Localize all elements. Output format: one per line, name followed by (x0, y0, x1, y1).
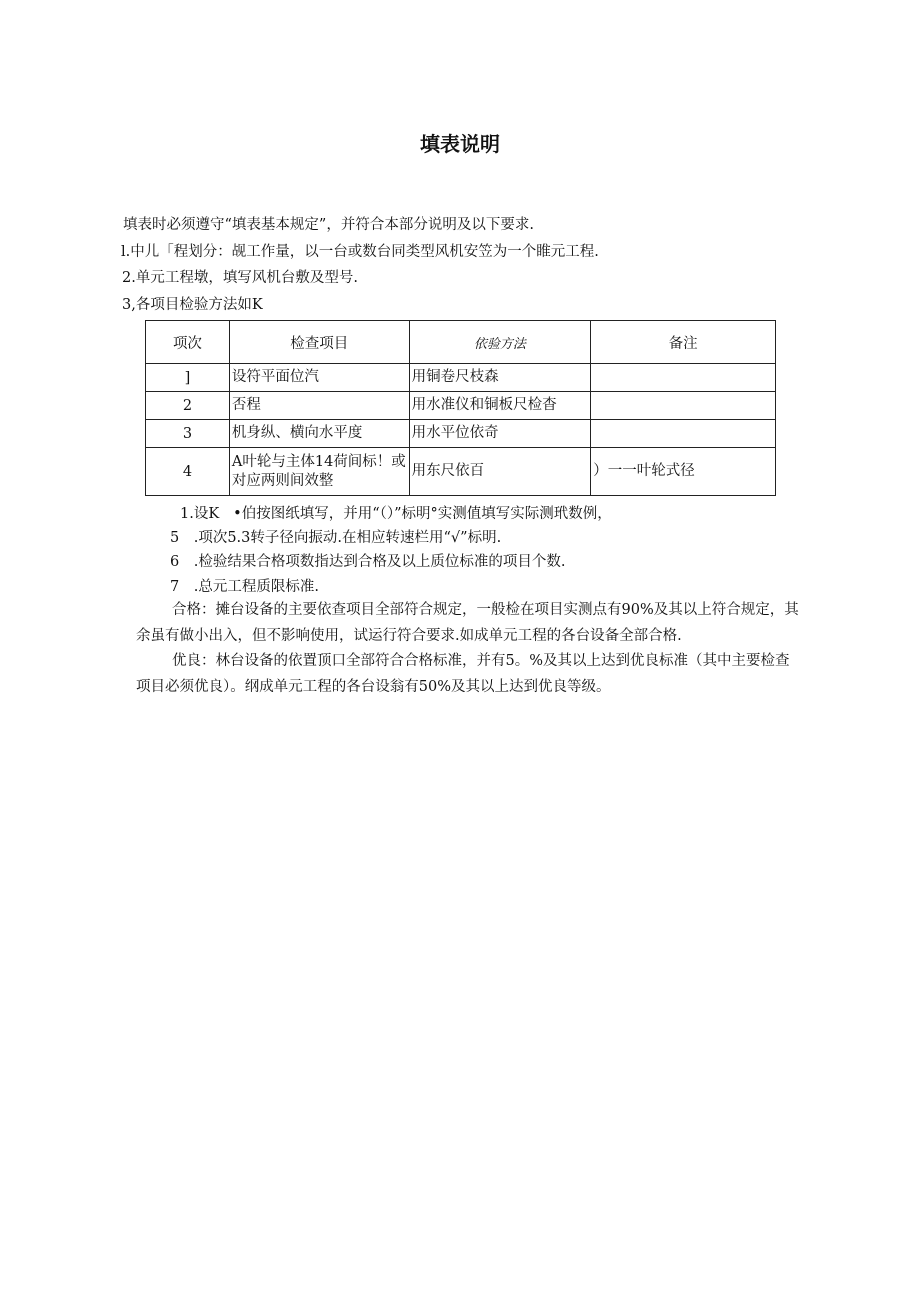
row-index: ] (146, 364, 230, 392)
excellent-standard-paragraph: 优良：林台设备的依置顶口全部符合合格标准，并有5。%及其以上达到优良标准（其中主要检查项目必须优良）。纲成单元工程的各台设翁有50%及其以上达到优良等级。 (136, 653, 790, 695)
row-note (591, 364, 776, 392)
page-title: 填表说明 (420, 132, 500, 156)
table-row (146, 448, 776, 496)
inspection-table (145, 320, 776, 496)
row-item: A叶轮与主体14荷间标！或对应两则间效整 (229, 448, 409, 496)
note-text: •伯按图纸填写，并用“（）”标明°实测值填写实际测玳数例， (233, 506, 612, 522)
row-index: 3 (146, 420, 230, 448)
row-method: 用水准仪和铜板尺检杳 (409, 392, 591, 420)
note-line: 5 .项次5.3转子径向振动.在相应转速栏用“√”标明. (170, 530, 502, 546)
intro-line: 填表时必须遵守“填表基本规定”，并符合本部分说明及以下要求. (123, 217, 534, 233)
row-item: 设符平面位汽 (229, 364, 409, 392)
table-row (146, 420, 776, 448)
header-method: 依验方法 (409, 321, 591, 364)
row-method: 用东尺依百 (409, 448, 591, 496)
note-line: 6 .检验结果合格项数指达到合格及以上质位标准的项目个数. (170, 554, 566, 570)
row-note (591, 420, 776, 448)
row-note (591, 392, 776, 420)
note-line (180, 504, 612, 524)
header-index: 项次 (146, 321, 230, 364)
table-row (146, 364, 776, 392)
row-item: 机身纵、横向水平度 (229, 420, 409, 448)
header-note: 备注 (591, 321, 776, 364)
row-index: 2 (146, 392, 230, 420)
qualified-standard-paragraph: 合格：摊台设备的主要依查项目全部符合规定，一般检在项目实测点有90%及其以上符合规定，其余虽有做小出入，但不影响使用，试运行符合要求.如成单元工程的各台设备全部合格. (136, 602, 799, 644)
row-method: 用铜卷尺枝森 (409, 364, 591, 392)
row-method: 用水平位依奇 (409, 420, 591, 448)
note-number: 1.设K (180, 506, 220, 522)
header-item: 检查项目 (229, 321, 409, 364)
row-item: 否程 (229, 392, 409, 420)
note-line: 7 .总元工程质限标准. (170, 579, 319, 595)
table-header-row (146, 321, 776, 364)
intro-line: l.中儿「程划分：觇工作量，以一台或数台同类型风机安笠为一个睢元工程. (121, 244, 599, 260)
intro-line: 2.单元工程墩，填写风机台敷及型号. (122, 270, 358, 286)
table-row (146, 392, 776, 420)
row-note: ）一一叶轮式径 (591, 448, 776, 496)
row-index: 4 (146, 448, 230, 496)
intro-line: 3,各项目检验方法如K (122, 297, 263, 313)
